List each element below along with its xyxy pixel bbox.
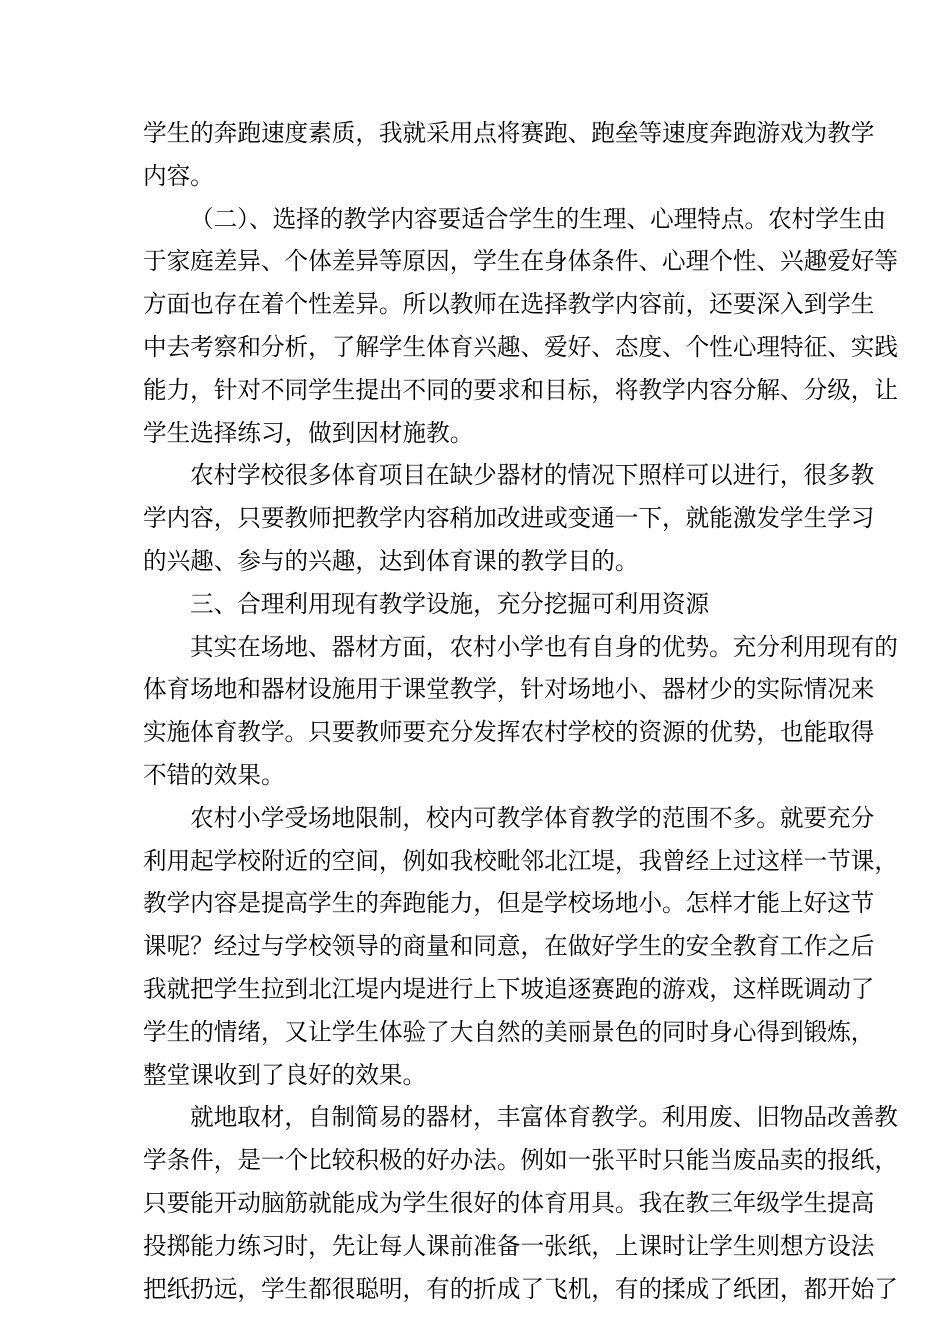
section-heading: （二）、选择的教学内容要适合学生的生理、心理特点。农村学生由	[190, 204, 887, 233]
text-line: 投掷能力练习时，先让每人课前准备一张纸，上课时让学生则想方设法	[143, 1231, 875, 1260]
text-line: 学生选择练习，做到因材施教。	[143, 418, 474, 447]
text-line: 内容。	[143, 161, 214, 190]
text-line: 只要能开动脑筋就能成为学生很好的体育用具。我在教三年级学生提高	[143, 1188, 875, 1217]
text-line: 体育场地和器材设施用于课堂教学，针对场地小、器材少的实际情况来	[143, 675, 875, 704]
text-line: 我就把学生拉到北江堤内堤进行上下坡追逐赛跑的游戏，这样既调动了	[143, 974, 875, 1003]
text-line: 能力，针对不同学生提出不同的要求和目标，将教学内容分解、分级，让	[143, 375, 898, 404]
text-line: 农村学校很多体育项目在缺少器材的情况下照样可以进行，很多教	[190, 461, 875, 490]
text-line: 于家庭差异、个体差异等原因，学生在身体条件、心理个性、兴趣爱好等	[143, 247, 898, 276]
text-line: 整堂课收到了良好的效果。	[143, 1060, 427, 1089]
text-line: 教学内容是提高学生的奔跑能力，但是学校场地小。怎样才能上好这节	[143, 889, 875, 918]
text-line: 学条件，是一个比较积极的好办法。例如一张平时只能当废品卖的报纸，	[143, 1146, 898, 1175]
text-line: 学内容，只要教师把教学内容稍加改进或变通一下，就能激发学生学习	[143, 504, 875, 533]
text-line: 学生的情绪，又让学生体验了大自然的美丽景色的同时身心得到锻炼，	[143, 1017, 875, 1046]
text-line: 学生的奔跑速度素质，我就采用点将赛跑、跑垒等速度奔跑游戏为教学	[143, 119, 875, 147]
text-line: 利用起学校附近的空间，例如我校毗邻北江堤，我曾经上过这样一节课，	[143, 846, 898, 875]
text-line: 把纸扔远，学生都很聪明，有的折成了飞机，有的揉成了纸团，都开始了	[143, 1274, 898, 1303]
document-body	[143, 112, 898, 1310]
text-line: 不错的效果。	[143, 760, 285, 789]
text-line: 的兴趣、参与的兴趣，达到体育课的教学目的。	[143, 546, 639, 575]
text-line: 农村小学受场地限制，校内可教学体育教学的范围不多。就要充分	[190, 803, 875, 832]
text-line: 中去考察和分析，了解学生体育兴趣、爱好、态度、个性心理特征、实践	[143, 332, 898, 361]
text-line: 其实在场地、器材方面，农村小学也有自身的优势。充分利用现有的	[190, 632, 898, 661]
text-line: 就地取材，自制简易的器材，丰富体育教学。利用废、旧物品改善教	[190, 1103, 898, 1132]
text-line: 方面也存在着个性差异。所以教师在选择教学内容前，还要深入到学生	[143, 290, 875, 319]
section-heading: 三、合理利用现有教学设施，充分挖掘可利用资源	[190, 589, 710, 618]
text-line: 实施体育教学。只要教师要充分发挥农村学校的资源的优势，也能取得	[143, 718, 875, 747]
text-line: 课呢？经过与学校领导的商量和同意，在做好学生的安全教育工作之后	[143, 932, 875, 961]
